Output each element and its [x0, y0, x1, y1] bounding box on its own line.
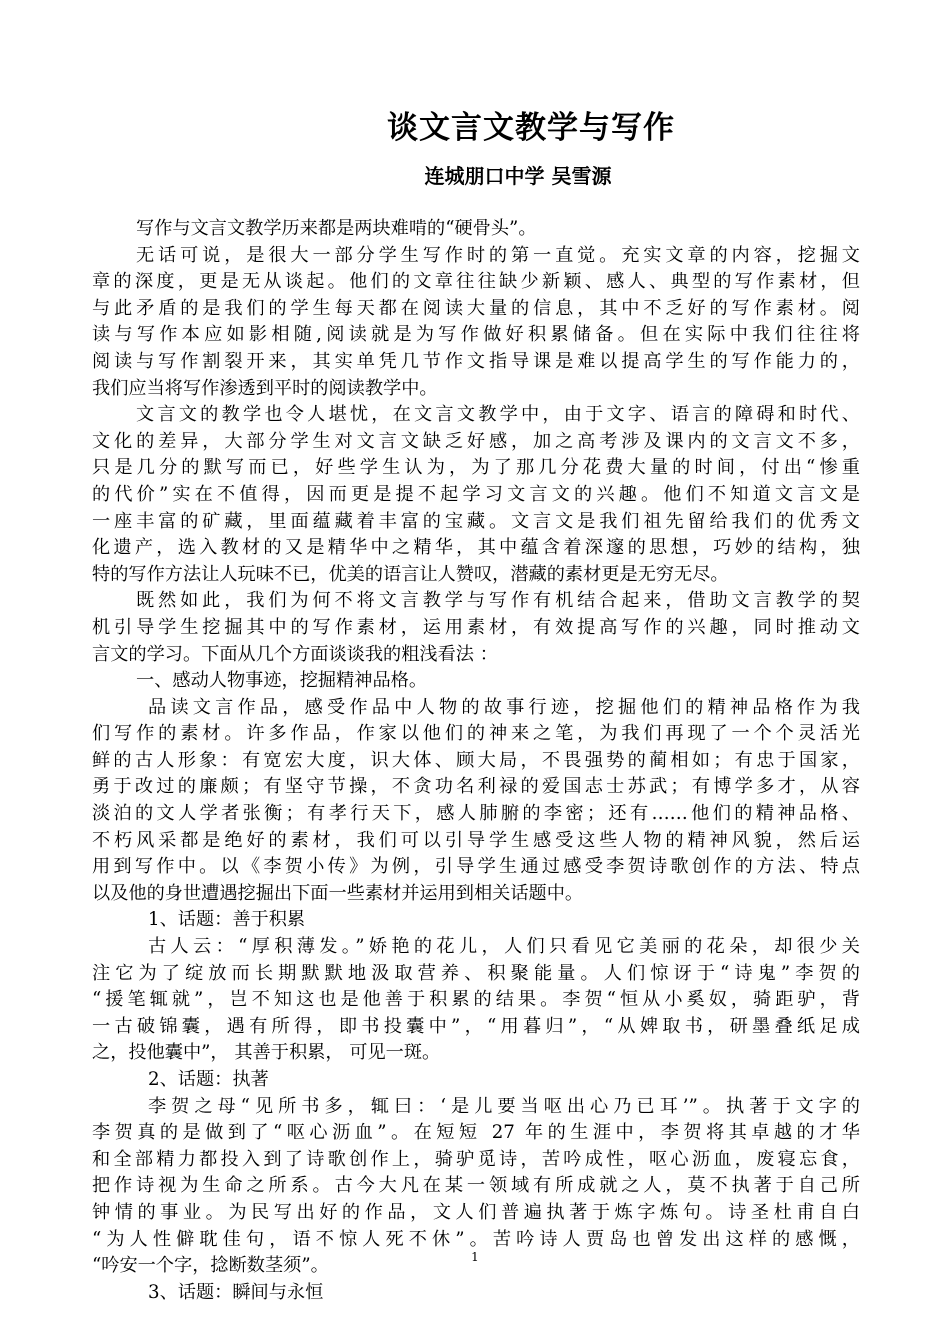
text-line: 淡泊的文人学者张衡；有孝行天下，感人肺腑的李密；还有……他们的精神品格、	[92, 803, 860, 825]
text-line: 勇于改过的廉颇；有坚守节操，不贪功名利禄的爱国志士苏武；有博学多才，从容	[92, 776, 860, 798]
text-line: 李贺真的是做到了“呕心沥血”。在短短 27 年的生涯中，李贺将其卓越的才华	[92, 1122, 860, 1144]
text-line: 化遗产，选入教材的又是精华中之精华，其中蕴含着深邃的思想，巧妙的结构，独	[92, 537, 860, 559]
text-line: 文言文的教学也令人堪忧，在文言文教学中，由于文字、语言的障碍和时代、	[136, 404, 860, 426]
text-line: 2、话题：执著	[148, 1069, 269, 1090]
text-line: 和全部精力都投入到了诗歌创作上，骑驴觅诗，苦吟成性，呕心沥血，废寝忘食，	[92, 1148, 860, 1170]
text-line: 言文的学习。下面从几个方面谈谈我的粗浅看法 ：	[92, 643, 498, 665]
text-line: “援笔辄就”，岂不知这也是他善于积累的结果。李贺“恒从小奚奴，骑距驴，背	[92, 989, 860, 1011]
text-line: “为人性僻耽佳句，语不惊人死不休”。苦吟诗人贾岛也曾发出这样的感慨，	[92, 1228, 860, 1250]
text-line: 一、感动人物事迹，挖掘精神品格。	[136, 670, 428, 692]
text-line: 们写作的素材。许多作品，作家以他们的神来之笔，为我们再现了一个个灵活光	[92, 723, 860, 745]
text-line: 之，投他囊中”， 其善于积累， 可见一斑。	[92, 1042, 441, 1064]
text-line: 鲜的古人形象：有宽宏大度，识大体、顾大局，不畏强势的蔺相如；有忠于国家，	[92, 749, 860, 771]
text-line: 无话可说，是很大一部分学生写作时的第一直觉。充实文章的内容，挖掘文	[136, 244, 860, 266]
text-line: 李贺之母“见所书多，辄曰：‘是儿要当呕出心乃已耳’”。执著于文字的	[148, 1095, 860, 1117]
text-line: 1、话题：善于积累	[148, 909, 306, 931]
text-line: 品读文言作品，感受作品中人物的故事行迹，挖掘他们的精神品格作为我	[148, 696, 860, 718]
text-line: 一座丰富的矿藏，里面蕴藏着丰富的宝藏。文言文是我们祖先留给我们的优秀文	[92, 510, 860, 532]
text-line: 3、话题：瞬间与永恒	[148, 1281, 324, 1303]
text-line: 与此矛盾的是我们的学生每天都在阅读大量的信息，其中不乏好的写作素材。阅	[92, 297, 860, 319]
text-line: 只是几分的默写而已，好些学生认为，为了那几分花费大量的时间，付出“惨重	[92, 457, 860, 479]
text-line: 写作与文言文教学历来都是两块难啃的“硬骨头”。	[136, 218, 537, 239]
text-line: 的代价”实在不值得，因而更是提不起学习文言文的兴趣。他们不知道文言文是	[92, 483, 860, 505]
text-line: 机引导学生挖掘其中的写作素材，运用素材，有效提高写作的兴趣，同时推动文	[92, 616, 860, 638]
text-line: 读与写作本应如影相随,阅读就是为写作做好积累储备。但在实际中我们往往将	[92, 324, 860, 346]
text-line: 古人云：“厚积薄发。”娇艳的花儿，人们只看见它美丽的花朵，却很少关	[148, 936, 860, 958]
author-line: 连城朋口中学 吴雪源	[424, 164, 612, 188]
text-line: 以及他的身世遭遇挖掘出下面一些素材并运用到相关话题中。	[92, 882, 584, 904]
text-line: “吟安一个字，捻断数茎须”。	[92, 1255, 329, 1277]
body-text	[92, 216, 860, 1306]
text-line: 钟情的事业。为民写出好的作品，文人们普遍执著于炼字炼句。诗圣杜甫自白	[92, 1201, 860, 1223]
document-title: 谈文言文教学与写作	[387, 110, 675, 146]
text-line: 章的深度，更是无从谈起。他们的文章往往缺少新颖、感人、典型的写作素材，但	[92, 271, 860, 293]
text-line: 用到写作中。以《李贺小传》为例，引导学生通过感受李贺诗歌创作的方法、特点	[92, 856, 860, 878]
text-line: 特的写作方法让人玩味不已，优美的语言让人赞叹，潜藏的素材更是无穷无尽。	[92, 563, 729, 585]
text-line: 既然如此，我们为何不将文言教学与写作有机结合起来，借助文言教学的契	[136, 590, 860, 612]
text-line: 把作诗视为生命之所系。古今大凡在某一领域有所成就之人，莫不执著于自己所	[92, 1175, 860, 1197]
text-line: 我们应当将写作渗透到平时的阅读教学中。	[92, 377, 438, 399]
text-line: 不朽风采都是绝好的素材，我们可以引导学生感受这些人物的精神风貌，然后运	[92, 829, 860, 851]
page-number: 1	[471, 1250, 479, 1264]
text-line: 一古破锦囊，遇有所得，即书投囊中”，“用暮归”，“从婢取书，研墨叠纸足成	[92, 1015, 860, 1037]
text-line: 文化的差异，大部分学生对文言文缺乏好感，加之高考涉及课内的文言文不多，	[92, 430, 860, 452]
text-line: 注它为了绽放而长期默默地汲取营养、积聚能量。人们惊讶于“诗鬼”李贺的	[92, 962, 860, 984]
text-line: 阅读与写作割裂开来，其实单凭几节作文指导课是难以提高学生的写作能力的，	[92, 350, 860, 372]
